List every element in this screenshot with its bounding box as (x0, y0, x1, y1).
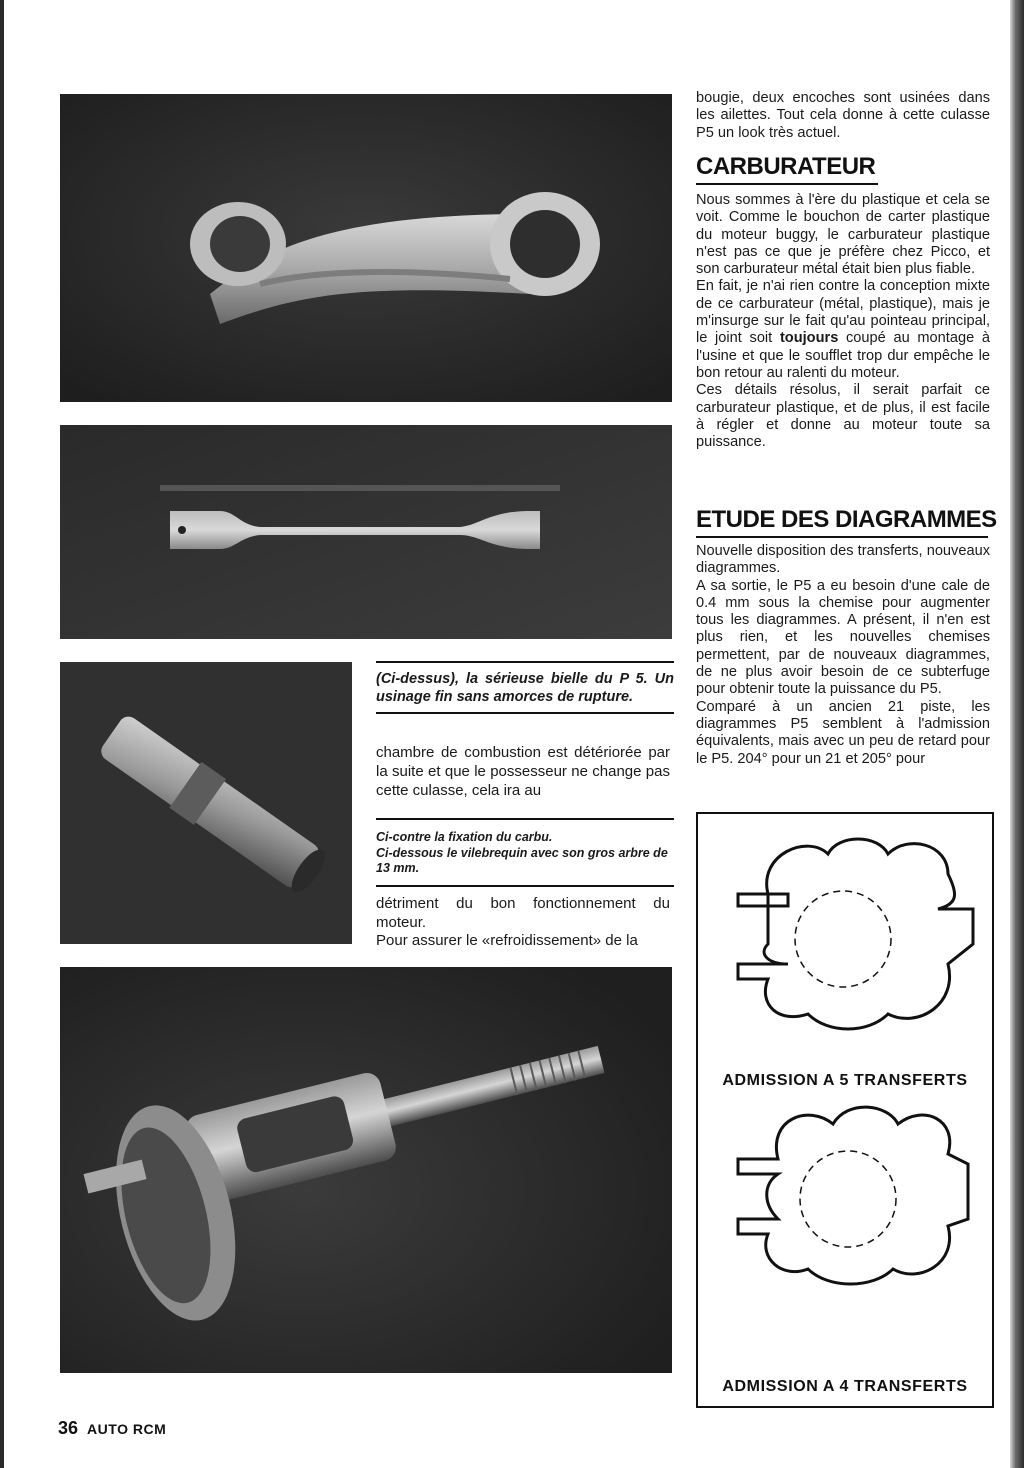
carburateur-text (696, 192, 990, 451)
carburateur-paragraph-3: Ces détails résolus, il serait parfait ce carburateur plastique, et de plus, il est facile à régler et donne au moteur toute sa puissance. (696, 382, 990, 451)
right-intro (696, 90, 990, 142)
heading-carburateur: CARBURATEUR (696, 153, 878, 185)
page-edge-right (1010, 0, 1024, 1468)
photo-connecting-rod-side (60, 425, 672, 639)
carburateur-p2-start: En fait, je n'ai rien contre la conception mixte de ce carburateur (métal, plastique), mais je m'insurge sur le fait qu'au pointeau principal, le joint soit (696, 278, 990, 347)
photo-connecting-rod-top (60, 94, 672, 402)
page-number: 36 (58, 1418, 79, 1438)
page-footer (58, 1418, 166, 1439)
page-edge-left (0, 0, 4, 1468)
middle-paragraph-2: détriment du bon fonctionnement du moteur. (376, 895, 670, 931)
middle-text-block-2 (376, 895, 670, 951)
diagrammes-text (696, 543, 990, 768)
caption-crankshaft-line: Ci-dessous le vilebrequin avec son gros arbre de 13 mm. (376, 845, 668, 875)
diagrammes-paragraph-2: A sa sortie, le P5 a eu besoin d'une cale de 0.4 mm sous la chemise pour augmenter tous les diagrammes. A présent, il n'en est plus rien, et les nouvelles chemises permettent, par de nouveaux diagrammes, de ne plus avoir besoin de ce subterfuge pour obtenir toute la puissance du P5. (696, 577, 990, 698)
caption-connecting-rod (376, 661, 674, 714)
caption-carb-line: Ci-contre la fixation du carbu. (376, 830, 553, 844)
transfer-port-diagrams (696, 812, 994, 1408)
magazine-name: AUTO RCM (87, 1421, 167, 1437)
carburateur-p2-bold: toujours (779, 330, 839, 347)
diagram-label-five-transfers: ADMISSION A 5 TRANSFERTS (722, 1072, 968, 1089)
photo-carb-fixation (60, 662, 352, 944)
middle-paragraph-3: Pour assurer le «refroidissement» de la (376, 932, 638, 949)
middle-paragraph-1: chambre de combustion est détériorée par la suite et que le possesseur ne change pas cette culasse, cela ira au (376, 744, 670, 799)
carburateur-paragraph-2 (696, 278, 990, 382)
diagram-five-transfers (698, 814, 992, 1406)
diagram-label-four-transfers: ADMISSION A 4 TRANSFERTS (722, 1378, 968, 1395)
caption-carb-crankshaft (376, 818, 674, 887)
photo-crankshaft (60, 967, 672, 1373)
diagrammes-paragraph-3: Comparé à un ancien 21 piste, les diagrammes P5 semblent à l'admission équivalents, mais avec un peu de retard pour le P5. 204° pour un 21 et 205° pour (696, 698, 990, 767)
middle-text-block-1 (376, 744, 670, 800)
carburateur-paragraph-1: Nous sommes à l'ère du plastique et cela se voit. Comme le bouchon de carter plastique du moteur buggy, le carburateur plastique n'est pas ce que je préfère chez Picco, et son carburateur métal était bien plus fiable. (696, 192, 990, 278)
caption-connecting-rod-text: (Ci-dessus), la sérieuse bielle du P 5. Un usinage fin sans amorces de rupture. (376, 671, 674, 705)
intro-paragraph: bougie, deux encoches sont usinées dans les ailettes. Tout cela donne à cette culasse P5 un look très actuel. (696, 90, 990, 141)
heading-etude-diagrammes: ETUDE DES DIAGRAMMES (696, 506, 988, 538)
carburateur-p2-end: coupé au montage à l'usine et que le soufflet trop dur empêche le bon retour au ralenti du moteur. (696, 330, 990, 381)
diagrammes-paragraph-1: Nouvelle disposition des transferts, nouveaux diagrammes. (696, 543, 990, 577)
